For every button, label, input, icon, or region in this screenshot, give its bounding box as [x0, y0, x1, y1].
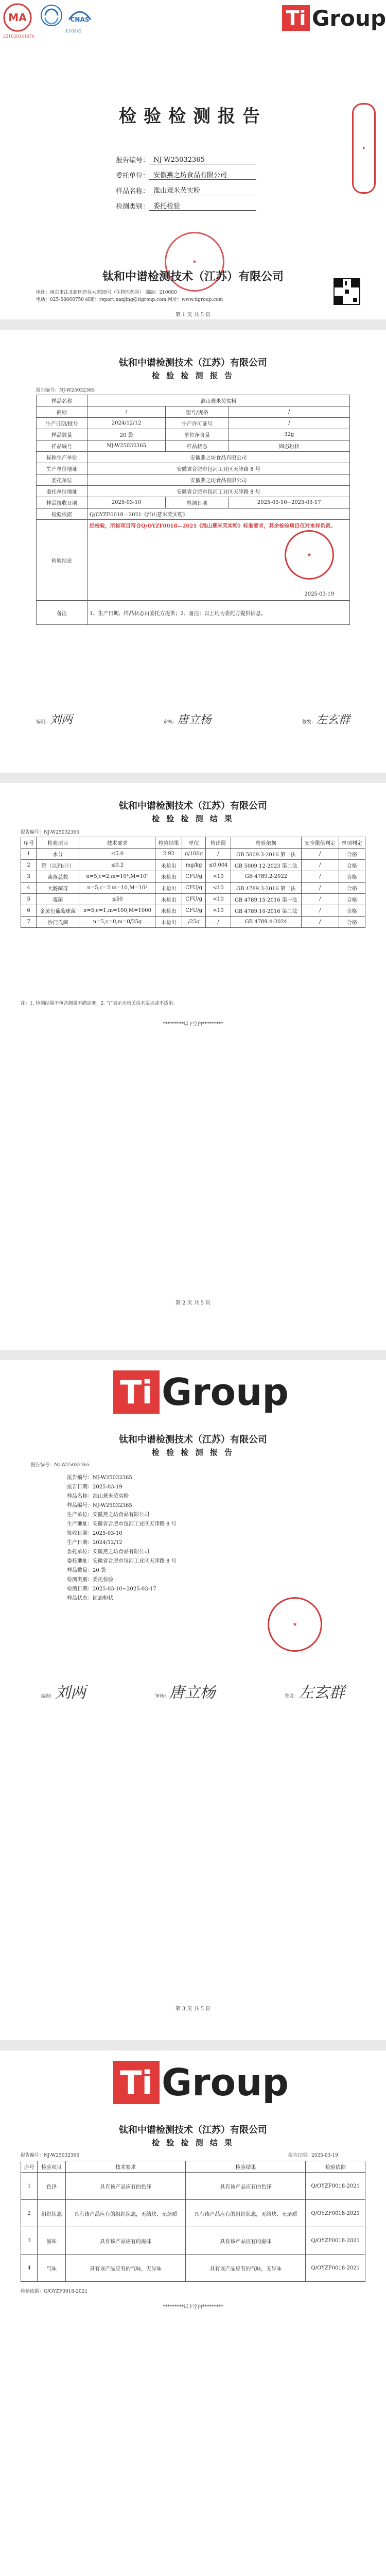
ma-logo: [3, 3, 36, 39]
page2-company-name: 钛和中谱检测技术（江苏）有限公司: [119, 358, 267, 368]
ilac-logo: [40, 4, 63, 29]
table-row: 样品名称 淮山薏米芡实粉: [37, 395, 350, 406]
summary-field: 接收日期：2025-03-10: [67, 1531, 122, 1536]
tigroup-logo-group: Group: [312, 5, 386, 31]
table-row: 检验结论 经检验，所检项目符合Q/OYZF0018—2021《淮山薏米芡实粉》标准要求，其余检验项目仅对来样负责。 ★ 2025-03-19: [37, 520, 350, 601]
table-header-row: 序号 检验项目 技术要求 检验结果 单位 检出限 检验依据 安全限值判定 单项判定: [21, 837, 365, 849]
table-row: 样品接收日期 2025-03-10 检测日期 2025-03-10~2025-03-17: [37, 497, 350, 509]
summary-field: 报告日期：2025-03-19: [67, 1484, 122, 1490]
summary-field: 样品数量：20 袋: [67, 1568, 106, 1573]
seal-stamp-icon: ✦: [352, 103, 376, 194]
summary-field: 生产地址：安徽省合肥市包河工业区天津路 8 号: [67, 1521, 177, 1527]
table-row: 样品数量 20 袋 单位净含量 32g: [37, 429, 350, 440]
table-row: 标称生产单位 安徽燕之坊食品有限公司: [37, 452, 350, 463]
ilac-icon: [40, 4, 63, 27]
report-title: 检验检测报告: [119, 106, 267, 127]
signature-approver: 签发：左玄群: [284, 1684, 345, 1702]
table-row: 4 气味 具有该产品应有的气味，无异味 具有该产品应有的气味，无异味 Q/OYZF0018-2021: [21, 2255, 365, 2282]
signature-row: [41, 1680, 345, 1702]
summary-fields: [67, 1473, 324, 1603]
page-number: 第 2 页 共 5 页: [175, 1300, 211, 1306]
table-row: 2 组织状态 具有该产品应有的组织状态，无结块、无杂质 具有该产品应有的组织状态，无结块、无杂质 Q/OYZF0018-2021: [21, 2200, 365, 2227]
table-row: 检验依据 Q/OYZF0018—2021《淮山薏米芡实粉》: [37, 509, 350, 520]
table-header-row: 序号 检验项目 技术要求 检验结果 检验依据: [21, 2161, 365, 2173]
tigroup-logo-ti: Ti: [113, 1370, 160, 1414]
end-marker: *********以下空白*********: [163, 2304, 223, 2310]
summary-field: 样品状态：固态粉状: [67, 1596, 113, 1601]
table-row: 7 沙门氏菌 n=5,c=0,m=0/25g 未检出 /25g / GB 4789.4-2024 / 合格: [21, 917, 365, 928]
table-row: 商标 / 型号/规格 /: [37, 406, 350, 418]
summary-field: 检测类别：委托检验: [67, 1577, 113, 1583]
inspection-seal-icon: ★: [268, 1597, 322, 1652]
conclusion-text: 经检验，所检项目符合Q/OYZF0018—2021《淮山薏米芡实粉》标准要求，其余检验项目仅对来样负责。: [90, 523, 336, 529]
page-divider: [0, 319, 386, 330]
cnas-logo-text: CNAS: [70, 16, 90, 23]
signature-approver: 签发：左玄群: [302, 714, 350, 726]
cover-field-sample: 样品名称： 淮山薏米芡实粉: [98, 185, 386, 195]
seal-date: 2025-03-19: [304, 591, 334, 597]
sensory-table: [21, 2161, 365, 2282]
summary-field: 报告编号：NJ-W25032365: [67, 1475, 132, 1481]
side-stamp: [352, 103, 373, 191]
table-row: 生产单位地址 安徽省合肥市包河工业区天津路 8 号: [37, 463, 350, 474]
ma-cert-no: 221020341676: [3, 34, 35, 39]
cover-field-client: 委托单位： 安徽燕之坊食品有限公司: [98, 170, 386, 180]
signature-reviewer: 审核：唐立杨: [155, 1684, 216, 1702]
table-row: 6 金黄色葡萄球菌 n=5,c=1,m=100,M=1000 未检出 CFU/g <10 GB 4789.10-2016 第二法 / 合格: [21, 905, 365, 917]
table-row: 3 滋味 具有该产品应有的滋味 具有该产品应有的滋味 Q/OYZF0018-2021: [21, 2227, 365, 2255]
cover-contact: 电话：025-58860750 邮箱：report.nanjing@tigroup.com 网址：www.tigroup.com: [36, 297, 223, 302]
page3-title: 检 验 检 测 结 果: [151, 814, 235, 823]
page-divider: [0, 2040, 386, 2050]
summary-field: 委托地址：安徽省合肥市包河工业区天津路 8 号: [67, 1558, 177, 1564]
summary-page: [0, 1360, 386, 2040]
cover-field-category: 检测类别： 委托检验: [98, 200, 386, 211]
qr-code-icon: [334, 278, 360, 305]
signature-row: [36, 711, 350, 727]
page5-company-name: 钛和中谱检测技术（江苏）有限公司: [119, 2125, 267, 2136]
signature-editor: 编制：刘两: [36, 714, 73, 726]
cover-address: 地址：南京市江北新区药谷大道99号（生物医药谷） 邮编：210000: [36, 290, 177, 295]
company-seal-icon: ★: [165, 232, 224, 292]
sensory-basis: 检验依据：Q/OYZF0018-2021: [21, 2289, 88, 2294]
sensory-page: [0, 2050, 386, 2576]
page-number: 第 3 页 共 5 页: [175, 2006, 211, 2012]
tigroup-logo: [113, 1370, 289, 1414]
page-divider: [0, 1350, 386, 1360]
table-row: 3 菌落总数 n=5,c=2,m=10⁴,M=10⁵ 未检出 CFU/g <10 GB 4789.2-2022 / 合格: [21, 871, 365, 883]
summary-field: 生产日期：2024/12/12: [67, 1540, 122, 1546]
table-row: 备注 1、生产日期、样品状态由委托方提供；2、备注：以上均为委托方提供信息。: [37, 601, 350, 625]
results-table: [21, 837, 365, 928]
table-row: 生产日期/批号 2024/12/12 生产许可证号 /: [37, 418, 350, 429]
cover-company-name: 钛和中谱检测技术（江苏）有限公司: [102, 270, 284, 283]
sample-info-table: [36, 395, 350, 625]
summary-field: 检测日期：2025-03-10~2025-03-17: [67, 1586, 156, 1592]
page2-title: 检 验 检 测 报 告: [151, 371, 235, 380]
tigroup-logo-group: Group: [162, 2061, 289, 2104]
summary-field: 委托单位：安徽燕之坊食品有限公司: [67, 1549, 149, 1555]
tigroup-logo: [282, 5, 386, 31]
table-row: 1 色泽 具有该产品应有的色泽 具有该产品应有的色泽 Q/OYZF0018-2021: [21, 2173, 365, 2200]
page4-report-no: 报告编号：NJ-W25032365: [31, 1463, 90, 1468]
cnas-icon: [66, 4, 94, 27]
ma-icon: [3, 3, 32, 32]
tigroup-logo-ti: Ti: [282, 5, 310, 31]
table-row: 4 大肠菌群 n=5,c=2,m=10,M=10² 未检出 CFU/g <10 GB 4789.3-2016 第二法 / 合格: [21, 883, 365, 894]
page2-report-no: 报告编号：NJ-W25032365: [36, 388, 95, 393]
results-notes: 注：1. 检测结果不包含测量不确定度；2. “/”表示无相关技术要求或不适用。: [21, 1001, 178, 1006]
cover-field-report-no: 报告编号： NJ-W25032365: [98, 155, 386, 164]
table-row: 5 霉菌 ≤50 未检出 CFU/g <10 GB 4789.15-2016 第一法 / 合格: [21, 894, 365, 905]
cover-fields: [0, 155, 386, 216]
summary-field: 样品名称：淮山薏米芡实粉: [67, 1494, 129, 1499]
tigroup-logo-ti: Ti: [113, 2061, 160, 2104]
table-row: 委托单位 安徽燕之坊食品有限公司: [37, 474, 350, 486]
tigroup-logo-group: Group: [162, 1370, 289, 1414]
summary-field: 样品编号：NJ-W25032365: [67, 1503, 132, 1509]
page-divider: [0, 773, 386, 783]
inspection-seal-icon: ★: [285, 530, 334, 580]
page3-report-no: 报告编号：NJ-W25032365: [21, 830, 80, 835]
signature-reviewer: 审核：唐立杨: [163, 714, 212, 726]
results-page: [0, 783, 386, 1350]
summary-field: 生产单位：安徽燕之坊食品有限公司: [67, 1512, 149, 1518]
end-marker: *********以下空白*********: [163, 1022, 223, 1027]
cnas-cert-no: L10342: [66, 29, 82, 33]
page5-report-no: 报告编号：NJ-W25032365: [21, 2153, 80, 2158]
cnas-logo: [66, 4, 94, 33]
page4-title: 检 验 检 测 报 告: [151, 1448, 235, 1457]
signature-editor: 编制：刘两: [41, 1684, 86, 1702]
page4-company-name: 钛和中谱检测技术（江苏）有限公司: [119, 1434, 267, 1445]
table-row: 样品编号 NJ-W25032365 样品状态 固态粉状: [37, 440, 350, 452]
table-row: 委托单位地址 安徽省合肥市包河工业区天津路 8 号: [37, 486, 350, 497]
tigroup-logo: [113, 2061, 289, 2104]
page5-title: 检 验 检 测 结 果: [151, 2138, 235, 2147]
page-number: 第 1 页 共 5 页: [175, 312, 211, 318]
page3-company-name: 钛和中谱检测技术（江苏）有限公司: [119, 801, 267, 811]
info-page: [0, 330, 386, 773]
table-row: 2 铅（以Pb计） ≤0.2 未检出 mg/kg ≤0.004 GB 5009.12-2023 第二法 / 合格: [21, 860, 365, 871]
table-row: 1 水分 ≤5.0 2.92 g/100g / GB 5009.3-2016 第一法 / 合格: [21, 849, 365, 860]
ma-logo-text: MA: [8, 11, 27, 24]
page5-report-date: 报告日期：2025-03-19: [288, 2153, 338, 2158]
